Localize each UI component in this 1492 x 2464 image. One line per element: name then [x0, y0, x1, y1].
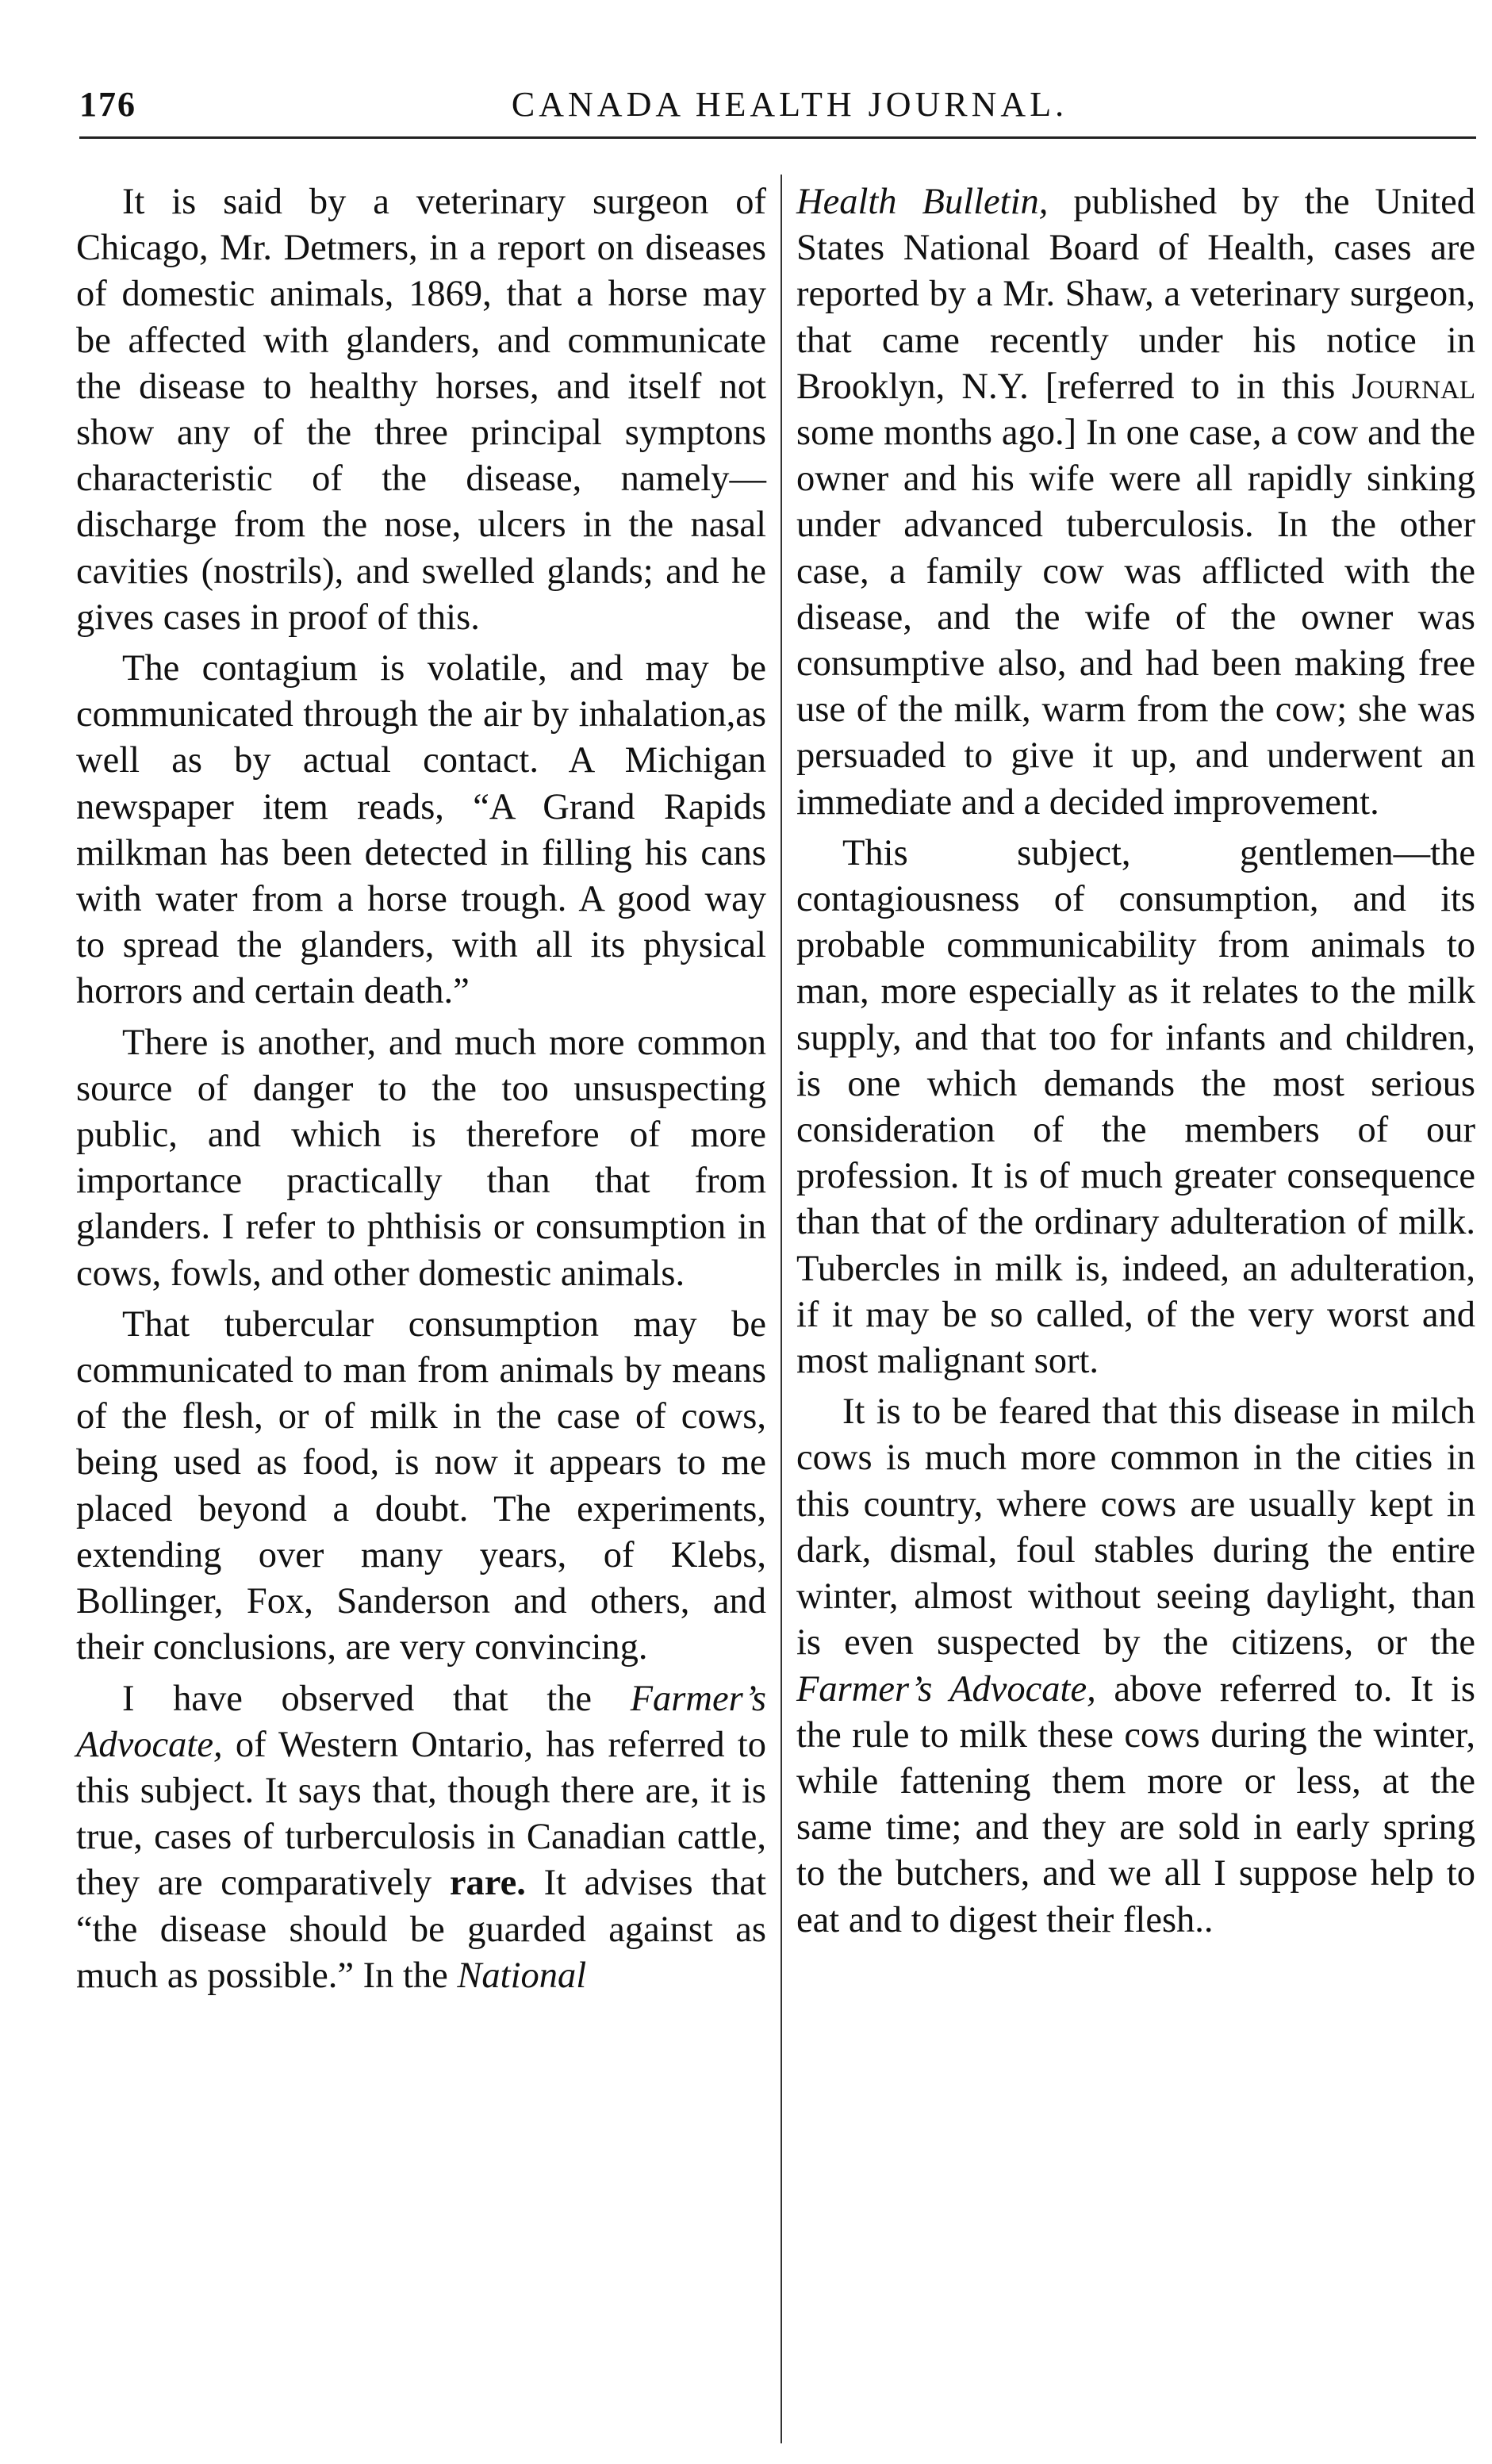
text-span: of Western Ontario, has referred to this subject. It says that, though there are, it is true, cases of turberculosis in Canadian cattle, they are comparatively	[76, 1724, 766, 1904]
small-caps-journal: Journal	[1352, 366, 1475, 407]
paragraph-contagiousness: This subject, gentlemen—the contagiousness of consumption, and its probable communicability from animals to man, more especially as it relates to the milk supply, and that too for infants and children, is one which demands the most serious consideration of the members of our profession. It is of much greater consequence than that of the ordinary adulteration of milk. Tubercles in milk is, indeed, an adulteration, if it may be so called, of the very worst and most malignant sort.	[796, 832, 1475, 1382]
paragraph-tubercular-consumption: That tubercular consumption may be communicated to man from animals by means of the flesh, or of milk in the case of cows, being used as food, is now it appears to me placed beyond a doubt. The experiments, extending over many years, of Klebs, Bollinger, Fox, Sanderson and others, and their conclusions, are very convincing.	[76, 1303, 766, 1668]
column-divider	[781, 175, 782, 2443]
paragraph-contagium-volatile: The contagium is volatile, and may be communicated through the air by inhalation,as well as by actual contact. A Michigan newspaper item reads, “A Grand Rapids milkman has been detected in filling his cans with water from a horse trough. A good way to spread the glanders, with all its physical horrors and certain death.”	[76, 648, 766, 1012]
paragraph-health-bulletin	[796, 179, 1475, 826]
publication-title-health-bulletin: Health Bulletin,	[796, 182, 1049, 222]
paragraph-phthisis-danger: There is another, and much more common source of danger to the too unsuspecting public, and which is therefore of more importance practically than that from glanders. I refer to phthisis or consumption in cows, fowls, and other domestic animals.	[76, 1022, 766, 1294]
publication-title-farmers-advocate: Farmer’s Advocate,	[76, 1678, 766, 1765]
text-span: some months ago.] In one case, a cow and the owner and his wife were all rapidly sinking under advanced tuberculosis. In the other case, a family cow was afflicted with the disease, and the wife of the owner was consumptive also, and had been making free use of the milk, warm from the cow; she was persuaded to give it up, and underwent an immediate and a decided improvement.	[796, 413, 1475, 823]
text-span: published by the United States National Board of Health, cases are reported by a Mr. Shaw, a veterinary surgeon, that came recently under his notice in Brooklyn, N.Y. [referred to in this	[796, 182, 1475, 407]
paragraph-glanders-detmers: It is said by a veterinary surgeon of Chicago, Mr. Detmers, in a report on diseases of domestic animals, 1869, that a horse may be affected with glanders, and communicate the disease to healthy horses, and itself not show any of the three principal symptons characteristic of the disease, namely—discharge from the nose, ulcers in the nasal cavities (nostrils), and swelled glands; and he gives cases in proof of this.	[76, 182, 766, 638]
journal-title: CANADA HEALTH JOURNAL.	[511, 85, 1068, 124]
text-span: above referred to. It is the rule to milk these cows during the winter, while fattening them more or less, at the same time; and they are sold in early spring to the butchers, and we all I suppose help to eat and to digest their flesh..	[796, 1668, 1475, 1940]
right-column	[796, 179, 1475, 1944]
publication-title-farmers-advocate-2: Farmer’s Advocate,	[796, 1668, 1096, 1710]
header-rule	[79, 136, 1476, 139]
page-number: 176	[79, 85, 136, 124]
page-header	[63, 79, 1468, 130]
left-column	[76, 179, 766, 1999]
publication-title-national: National	[457, 1955, 587, 1996]
text-span: I have observed that the	[122, 1678, 631, 1719]
paragraph-milch-cows	[796, 1389, 1475, 1943]
text-span: It is to be feared that this disease in milch cows is much more common in the cities in this country, where cows are usually kept in dark, dismal, foul stables during the entire winter, almost without seeing daylight, than is even suspected by the citizens, or the	[796, 1391, 1475, 1664]
paragraph-farmers-advocate	[76, 1676, 766, 1999]
text-span: It advises that “the disease should be guarded against as much as possible.” In the	[76, 1863, 766, 1996]
emphasis-rare: rare.	[449, 1863, 526, 1904]
